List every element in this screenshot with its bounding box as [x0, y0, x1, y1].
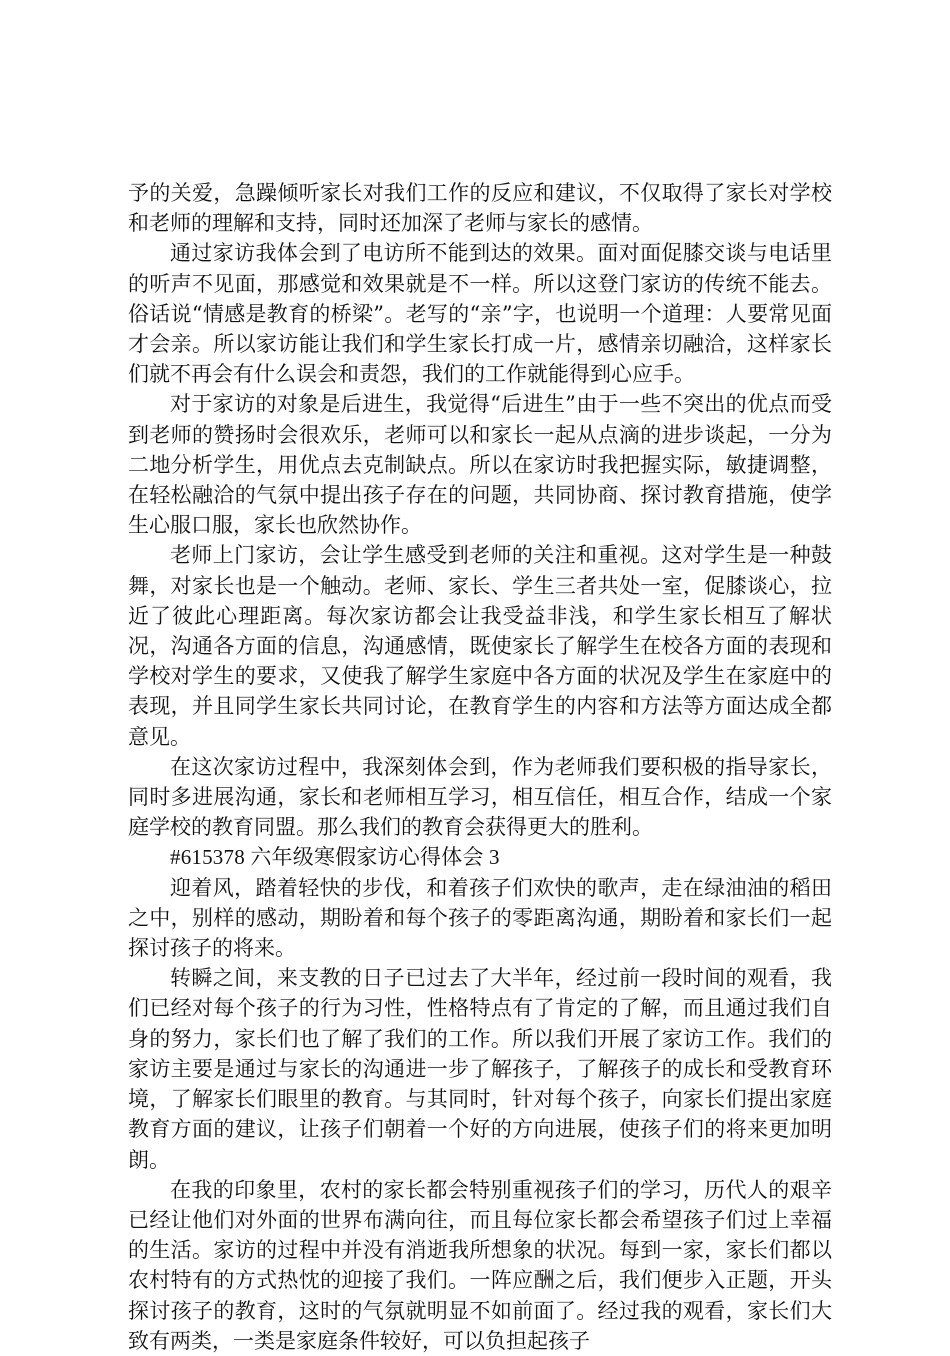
section-heading: #615378 六年级寒假家访心得体会 3 — [170, 845, 500, 870]
paragraph: 在这次家访过程中，我深刻体会到，作为老师我们要积极的指导家长，同时多进展沟通，家长和老师相互学习，相互信任，相互合作，结成一个家庭学校的教育同盟。那么我们的教育会获得更大的胜利。 — [128, 754, 832, 840]
document-body — [128, 178, 832, 1356]
paragraph: 转瞬之间，来支教的日子已过去了大半年，经过前一段时间的观看，我们已经对每个孩子的行为习性，性格特点有了肯定的了解，而且通过我们自身的努力，家长们也了解了我们的工作。所以我们开展了家访工作。我们的家访主要是通过与家长的沟通进一步了解孩子，了解孩子的成长和受教育环境，了解家长们眼里的教育。与其同时，针对每个孩子，向家长们提出家庭教育方面的建议，让孩子们朝着一个好的方向进展，使孩子们的将来更加明朗。 — [128, 966, 832, 1172]
paragraph: 迎着风，踏着轻快的步伐，和着孩子们欢快的歌声，走在绿油油的稻田之中，别样的感动，期盼着和每个孩子的零距离沟通，期盼着和家长们一起探讨孩子的将来。 — [128, 875, 832, 961]
paragraph: 通过家访我体会到了电访所不能到达的效果。面对面促膝交谈与电话里的听声不见面，那感觉和效果就是不一样。所以这登门家访的传统不能去。俗话说“情感是教育的桥梁”。老写的“亲”字，也说明一个道理：人要常见面才会亲。所以家访能让我们和学生家长打成一片，感情亲切融洽，这样家长们就不再会有什么误会和责怨，我们的工作就能得到心应手。 — [128, 241, 832, 387]
paragraph: 在我的印象里，农村的家长都会特别重视孩子们的学习，历代人的艰辛已经让他们对外面的世界布满向往，而且每位家长都会希望孩子们过上幸福的生活。家访的过程中并没有消逝我所想象的状况。每到一家，家长们都以农村特有的方式热忱的迎接了我们。一阵应酬之后，我们便步入正题，开头探讨孩子的教育，这时的气氛就明显不如前面了。经过我的观看，家长们大致有两类，一类是家庭条件较好，可以负担起孩子 — [128, 1177, 832, 1353]
paragraph: 对于家访的对象是后进生，我觉得“后进生”由于一些不突出的优点而受到老师的赞扬时会很欢乐，老师可以和家长一起从点滴的进步谈起，一分为二地分析学生，用优点去克制缺点。所以在家访时我把握实际，敏捷调整，在轻松融洽的气氛中提出孩子存在的问题，共同协商、探讨教育措施，使学生心服口服，家长也欣然协作。 — [128, 392, 832, 538]
paragraph: 予的关爱，急躁倾听家长对我们工作的反应和建议，不仅取得了家长对学校和老师的理解和支持，同时还加深了老师与家长的感情。 — [128, 181, 832, 236]
paragraph: 老师上门家访，会让学生感受到老师的关注和重视。这对学生是一种鼓舞，对家长也是一个触动。老师、家长、学生三者共处一室，促膝谈心，拉近了彼此心理距离。每次家访都会让我受益非浅，和学生家长相互了解状况，沟通各方面的信息，沟通感情，既使家长了解学生在校各方面的表现和学校对学生的要求，又使我了解学生家庭中各方面的状况及学生在家庭中的表现，并且同学生家长共同讨论，在教育学生的内容和方法等方面达成全都意见。 — [128, 543, 832, 749]
